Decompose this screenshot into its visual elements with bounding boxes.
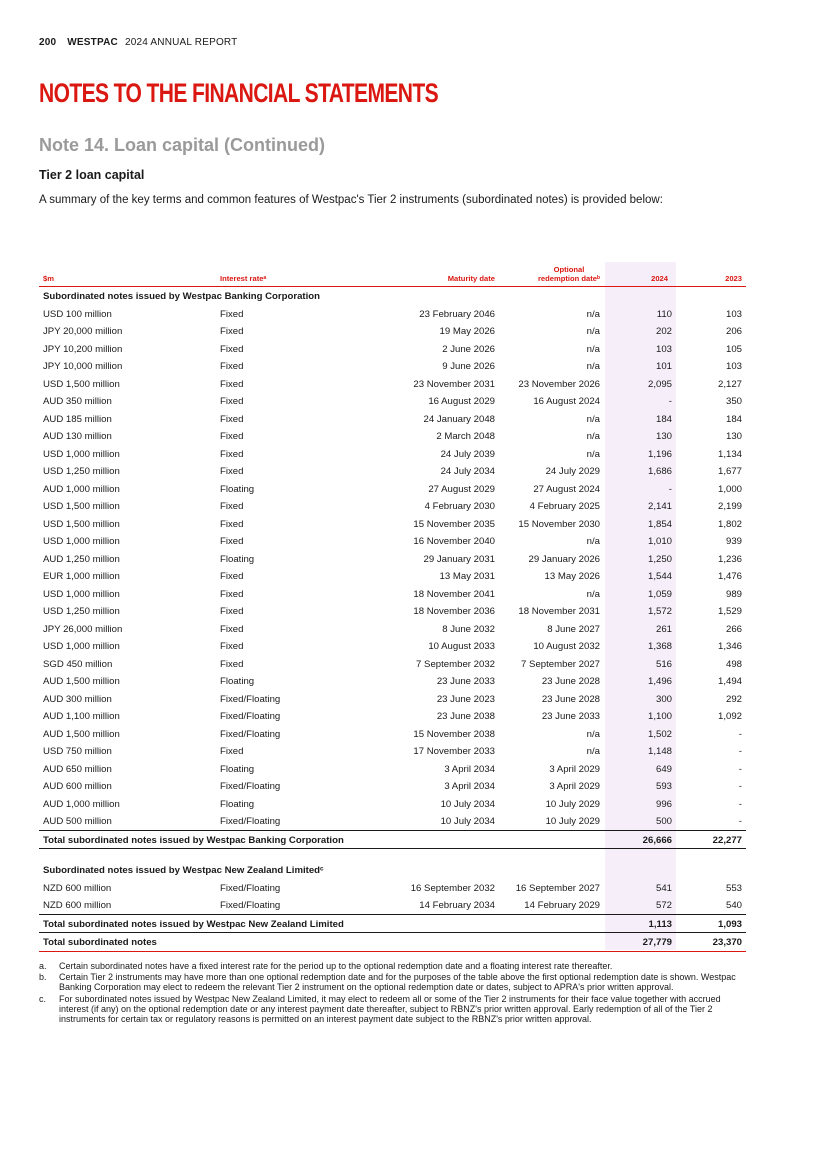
value-2024: -	[668, 483, 672, 495]
redemption-date: 23 June 2028	[541, 676, 600, 687]
value-2024: 1,854	[647, 518, 672, 530]
interest-rate: Fixed/Floating	[220, 882, 281, 894]
maturity-date: 18 November 2036	[413, 606, 495, 617]
instrument-amount: USD 1,250 million	[43, 606, 120, 617]
maturity-date: 2 June 2026	[442, 343, 495, 355]
value-2023: 2,127	[717, 378, 742, 390]
instrument-amount: USD 1,250 million	[43, 466, 120, 477]
value-2023: 1,134	[717, 448, 742, 460]
footnote-text: Certain Tier 2 instruments may have more than one optional redemption date and for the purposes of the table above the first optional redemption date is shown. Westpac Banking Corporation may elect to redeem the relevant Tier 2 instrument on the optional redemption date or dates, subject to APRA's prior written approval.	[59, 972, 736, 993]
col-header-2024: 2024	[651, 273, 668, 283]
table-row	[39, 795, 746, 813]
maturity-date: 16 August 2029	[428, 396, 495, 407]
value-2024: 516	[655, 658, 672, 670]
col-header-amount: $m	[43, 273, 54, 283]
tier2-notes-table	[39, 262, 746, 952]
value-2023: 103	[725, 308, 742, 320]
table-row	[39, 567, 746, 585]
table-row	[39, 532, 746, 550]
page-number: 200	[39, 37, 57, 48]
redemption-date: 23 June 2028	[541, 693, 600, 705]
maturity-date: 23 June 2038	[436, 711, 495, 722]
redemption-date: n/a	[586, 343, 600, 355]
maturity-date: 10 July 2034	[440, 798, 495, 810]
value-2024: 1,572	[647, 606, 672, 617]
instrument-amount: NZD 600 million	[43, 882, 112, 894]
table-row	[39, 879, 746, 897]
value-2024: 261	[655, 623, 672, 635]
interest-rate: Fixed/Floating	[220, 728, 281, 740]
instrument-amount: USD 100 million	[43, 308, 112, 320]
interest-rate: Fixed/Floating	[220, 711, 281, 722]
value-2023: -	[738, 816, 742, 827]
maturity-date: 19 May 2026	[439, 326, 495, 337]
instrument-amount: USD 1,500 million	[43, 518, 120, 530]
interest-rate: Floating	[220, 763, 255, 775]
table-row	[39, 497, 746, 515]
value-2024: 541	[655, 882, 672, 894]
interest-rate: Fixed	[220, 571, 244, 582]
maturity-date: 24 January 2048	[423, 413, 495, 425]
section-total-row: Total subordinated notes issued by Westpac Banking Corporation 26,666 22,277	[39, 830, 746, 850]
table-row	[39, 690, 746, 708]
maturity-date: 17 November 2033	[413, 746, 495, 757]
table-row	[39, 480, 746, 498]
redemption-date: 3 April 2029	[549, 781, 600, 792]
instrument-amount: JPY 10,200 million	[43, 343, 123, 355]
table-row	[39, 305, 746, 323]
col-header-maturity-date: Maturity date	[447, 273, 495, 283]
value-2023: 292	[725, 693, 742, 705]
interest-rate: Fixed	[220, 431, 244, 442]
footnote-label: a.	[39, 961, 47, 971]
footnote	[39, 972, 744, 992]
maturity-date: 15 November 2035	[413, 518, 495, 530]
instrument-amount: AUD 650 million	[43, 763, 112, 775]
instrument-amount: AUD 1,500 million	[43, 676, 120, 687]
value-2024: 1,196	[647, 448, 672, 460]
table-row	[39, 585, 746, 603]
redemption-date: 3 April 2029	[549, 763, 600, 775]
redemption-date: 18 November 2031	[518, 606, 600, 617]
redemption-date: n/a	[586, 326, 600, 337]
maturity-date: 16 November 2040	[413, 536, 495, 547]
instrument-amount: JPY 26,000 million	[43, 623, 123, 635]
value-2023: 103	[725, 361, 742, 372]
value-2024: 184	[655, 413, 672, 425]
table-row	[39, 392, 746, 410]
redemption-date: 10 August 2032	[533, 641, 600, 652]
interest-rate: Fixed	[220, 518, 244, 530]
redemption-date: 29 January 2026	[528, 553, 600, 565]
instrument-amount: AUD 1,250 million	[43, 553, 120, 565]
page-header	[39, 37, 237, 48]
maturity-date: 23 June 2023	[436, 693, 495, 705]
instrument-amount: AUD 130 million	[43, 431, 112, 442]
value-2024: 1,010	[647, 536, 672, 547]
value-2024: -	[668, 396, 672, 407]
value-2024: 101	[655, 361, 672, 372]
value-2024: 1,496	[647, 676, 672, 687]
instrument-amount: EUR 1,000 million	[43, 571, 120, 582]
maturity-date: 3 April 2034	[444, 763, 495, 775]
interest-rate: Floating	[220, 798, 255, 810]
value-2023: 1,677	[717, 466, 742, 477]
maturity-date: 9 June 2026	[442, 361, 495, 372]
instrument-amount: AUD 185 million	[43, 413, 112, 425]
redemption-date: n/a	[586, 536, 600, 547]
value-2023: 939	[725, 536, 742, 547]
interest-rate: Fixed	[220, 658, 244, 670]
maturity-date: 14 February 2034	[419, 900, 495, 911]
value-2023: 1,236	[717, 553, 742, 565]
interest-rate: Fixed	[220, 448, 244, 460]
interest-rate: Fixed/Floating	[220, 693, 281, 705]
value-2023: -	[738, 728, 742, 740]
note-title: Note 14. Loan capital (Continued)	[39, 135, 326, 155]
table-row	[39, 445, 746, 463]
instrument-amount: AUD 350 million	[43, 396, 112, 407]
footnote-label: b.	[39, 972, 47, 983]
grand-total-row: Total subordinated notes 27,779 23,370	[39, 933, 746, 952]
interest-rate: Fixed	[220, 308, 244, 320]
value-2024: 202	[655, 326, 672, 337]
maturity-date: 10 July 2034	[440, 816, 495, 827]
maturity-date: 4 February 2030	[424, 501, 495, 512]
table-row	[39, 550, 746, 568]
interest-rate: Fixed	[220, 326, 244, 337]
section-heading: Subordinated notes issued by Westpac Banking Corporation	[43, 291, 321, 302]
value-2023: 105	[725, 343, 742, 355]
redemption-date: 7 September 2027	[521, 658, 600, 670]
instrument-amount: USD 1,500 million	[43, 378, 120, 390]
value-2023: -	[738, 798, 742, 810]
value-2024: 130	[655, 431, 672, 442]
maturity-date: 10 August 2033	[428, 641, 495, 652]
section-heading: Subordinated notes issued by Westpac New Zealand Limitedᶜ	[43, 865, 324, 876]
value-2024: 300	[655, 693, 672, 705]
footnote	[39, 994, 744, 1025]
value-2024: 649	[655, 763, 672, 775]
value-2024: 500	[655, 816, 672, 827]
maturity-date: 24 July 2034	[440, 466, 495, 477]
maturity-date: 23 June 2033	[436, 676, 495, 687]
table-row	[39, 515, 746, 533]
col-header-2023: 2023	[725, 273, 742, 283]
value-2024: 103	[655, 343, 672, 355]
footnote-text: Certain subordinated notes have a fixed interest rate for the period up to the optional redemption date and a floating interest rate thereafter.	[59, 961, 613, 971]
redemption-date: n/a	[586, 448, 600, 460]
table-row	[39, 777, 746, 795]
value-2023: 498	[725, 658, 742, 670]
value-2023: 2,199	[717, 501, 742, 512]
footnotes	[39, 961, 744, 1025]
table-row	[39, 410, 746, 428]
value-2023: 266	[725, 623, 742, 635]
interest-rate: Fixed	[220, 466, 244, 477]
interest-rate: Fixed	[220, 623, 244, 635]
redemption-date: n/a	[586, 361, 600, 372]
value-2023: 1,092	[717, 711, 742, 722]
table-row	[39, 742, 746, 760]
report-name: 2024 ANNUAL REPORT	[124, 37, 238, 48]
value-2024: 1,148	[647, 746, 672, 757]
col-header-redemption-date: Optional redemption dateᵇ	[537, 265, 600, 283]
interest-rate: Fixed	[220, 343, 244, 355]
interest-rate: Floating	[220, 483, 255, 495]
table-row	[39, 620, 746, 638]
redemption-date: 8 June 2027	[547, 623, 600, 635]
redemption-date: 13 May 2026	[544, 571, 600, 582]
value-2023: 1,529	[717, 606, 742, 617]
maturity-date: 27 August 2029	[428, 483, 495, 495]
redemption-date: n/a	[586, 431, 600, 442]
interest-rate: Fixed	[220, 536, 244, 547]
instrument-amount: USD 1,000 million	[43, 641, 120, 652]
redemption-date: 24 July 2029	[545, 466, 600, 477]
value-2023: -	[738, 781, 742, 792]
maturity-date: 23 February 2046	[419, 308, 495, 320]
table-row	[39, 896, 746, 914]
redemption-date: 10 July 2029	[545, 798, 600, 810]
instrument-amount: AUD 1,500 million	[43, 728, 120, 740]
value-2023: 130	[725, 431, 742, 442]
instrument-amount: AUD 1,000 million	[43, 798, 120, 810]
instrument-amount: AUD 500 million	[43, 816, 112, 827]
maturity-date: 23 November 2031	[413, 378, 495, 390]
instrument-amount: NZD 600 million	[43, 900, 112, 911]
page-title: NOTES TO THE FINANCIAL STATEMENTS	[39, 78, 439, 108]
maturity-date: 8 June 2032	[442, 623, 495, 635]
instrument-amount: JPY 20,000 million	[43, 326, 123, 337]
table-row	[39, 760, 746, 778]
intro-paragraph: A summary of the key terms and common features of Westpac's Tier 2 instruments (subordinated notes) is provided below:	[39, 194, 663, 206]
value-2023: 1,802	[717, 518, 742, 530]
interest-rate: Fixed	[220, 378, 244, 390]
instrument-amount: USD 1,000 million	[43, 536, 120, 547]
value-2024: 2,141	[647, 501, 672, 512]
table-row	[39, 427, 746, 445]
value-2024: 1,250	[647, 553, 672, 565]
table-row	[39, 637, 746, 655]
instrument-amount: SGD 450 million	[43, 658, 113, 670]
redemption-date: n/a	[586, 308, 600, 320]
section-subtitle: Tier 2 loan capital	[39, 168, 145, 182]
redemption-date: n/a	[586, 588, 600, 600]
instrument-amount: AUD 300 million	[43, 693, 112, 705]
brand-name: WESTPAC	[67, 37, 118, 48]
maturity-date: 13 May 2031	[439, 571, 495, 582]
redemption-date: 15 November 2030	[518, 518, 600, 530]
value-2023: 540	[725, 900, 742, 911]
interest-rate: Fixed/Floating	[220, 816, 281, 827]
value-2024: 1,100	[647, 711, 672, 722]
value-2023: 206	[725, 326, 742, 337]
instrument-amount: JPY 10,000 million	[43, 361, 123, 372]
redemption-date: n/a	[586, 746, 600, 757]
table-row	[39, 812, 746, 830]
value-2023: 1,346	[717, 641, 742, 652]
maturity-date: 29 January 2031	[423, 553, 495, 565]
section1-body	[39, 305, 746, 830]
section2-body	[39, 879, 746, 914]
redemption-date: 23 November 2026	[518, 378, 600, 390]
col-header-interest-rate: Interest rateᵃ	[220, 273, 267, 283]
interest-rate: Floating	[220, 553, 255, 565]
instrument-amount: USD 1,000 million	[43, 448, 120, 460]
interest-rate: Fixed/Floating	[220, 781, 281, 792]
redemption-date: n/a	[586, 728, 600, 740]
value-2023: 989	[725, 588, 742, 600]
maturity-date: 2 March 2048	[436, 431, 495, 442]
redemption-date: 27 August 2024	[533, 483, 600, 495]
instrument-amount: USD 750 million	[43, 746, 112, 757]
value-2024: 2,095	[647, 378, 672, 390]
instrument-amount: AUD 1,100 million	[43, 711, 120, 722]
maturity-date: 24 July 2039	[440, 448, 495, 460]
value-2024: 572	[655, 900, 672, 911]
value-2023: 350	[725, 396, 742, 407]
instrument-amount: USD 1,500 million	[43, 501, 120, 512]
redemption-date: 14 February 2029	[524, 900, 600, 911]
instrument-amount: AUD 1,000 million	[43, 483, 120, 495]
value-2023: 184	[725, 413, 742, 425]
table-row	[39, 322, 746, 340]
footnote-text: For subordinated notes issued by Westpac New Zealand Limited, it may elect to redeem all or some of the Tier 2 instruments for their face value together with accrued interest (if any) on the optional redemption date or any interest payment date thereafter, subject to RBNZ's prior written approval. Early redemption of all of the Tier 2 instruments for certain tax or regulatory reasons is permitted on an interest payment date subject to the RBNZ's prior written approval.	[59, 993, 721, 1025]
value-2023: -	[738, 763, 742, 775]
value-2024: 1,059	[647, 588, 672, 600]
interest-rate: Floating	[220, 676, 255, 687]
table-row	[39, 725, 746, 743]
redemption-date: 16 August 2024	[533, 396, 600, 407]
maturity-date: 16 September 2032	[410, 882, 495, 894]
value-2024: 1,368	[647, 641, 672, 652]
instrument-amount: AUD 600 million	[43, 781, 112, 792]
instrument-amount: USD 1,000 million	[43, 588, 120, 600]
table-row	[39, 375, 746, 393]
value-2024: 1,686	[647, 466, 672, 477]
value-2024: 996	[655, 798, 672, 810]
value-2023: 1,476	[717, 571, 742, 582]
value-2023: -	[738, 746, 742, 757]
table-row	[39, 357, 746, 375]
redemption-date: n/a	[586, 413, 600, 425]
interest-rate: Fixed	[220, 746, 244, 757]
interest-rate: Fixed/Floating	[220, 900, 281, 911]
value-2024: 593	[655, 781, 672, 792]
redemption-date: 10 July 2029	[545, 816, 600, 827]
maturity-date: 3 April 2034	[444, 781, 495, 792]
footnote	[39, 961, 744, 971]
value-2024: 1,544	[647, 571, 672, 582]
value-2024: 1,502	[647, 728, 672, 740]
value-2023: 1,494	[717, 676, 742, 687]
maturity-date: 18 November 2041	[413, 588, 495, 600]
table-row	[39, 707, 746, 725]
table-row	[39, 655, 746, 673]
interest-rate: Fixed	[220, 588, 244, 600]
footnote-label: c.	[39, 993, 47, 1004]
maturity-date: 15 November 2038	[413, 728, 495, 740]
table-row	[39, 672, 746, 690]
interest-rate: Fixed	[220, 361, 244, 372]
table-header	[39, 262, 746, 287]
table-row	[39, 602, 746, 620]
interest-rate: Fixed	[220, 501, 244, 512]
redemption-date: 4 February 2025	[529, 501, 600, 512]
interest-rate: Fixed	[220, 413, 244, 425]
table-row	[39, 340, 746, 358]
redemption-date: 23 June 2033	[541, 711, 600, 722]
table-row	[39, 462, 746, 480]
value-2024: 110	[656, 308, 672, 320]
interest-rate: Fixed	[220, 396, 244, 407]
interest-rate: Fixed	[220, 641, 244, 652]
section-total-row: Total subordinated notes issued by Westpac New Zealand Limited 1,113 1,093	[39, 914, 746, 934]
maturity-date: 7 September 2032	[416, 658, 495, 670]
interest-rate: Fixed	[220, 606, 244, 617]
value-2023: 553	[725, 882, 742, 894]
redemption-date: 16 September 2027	[515, 882, 600, 894]
value-2023: 1,000	[717, 483, 742, 495]
